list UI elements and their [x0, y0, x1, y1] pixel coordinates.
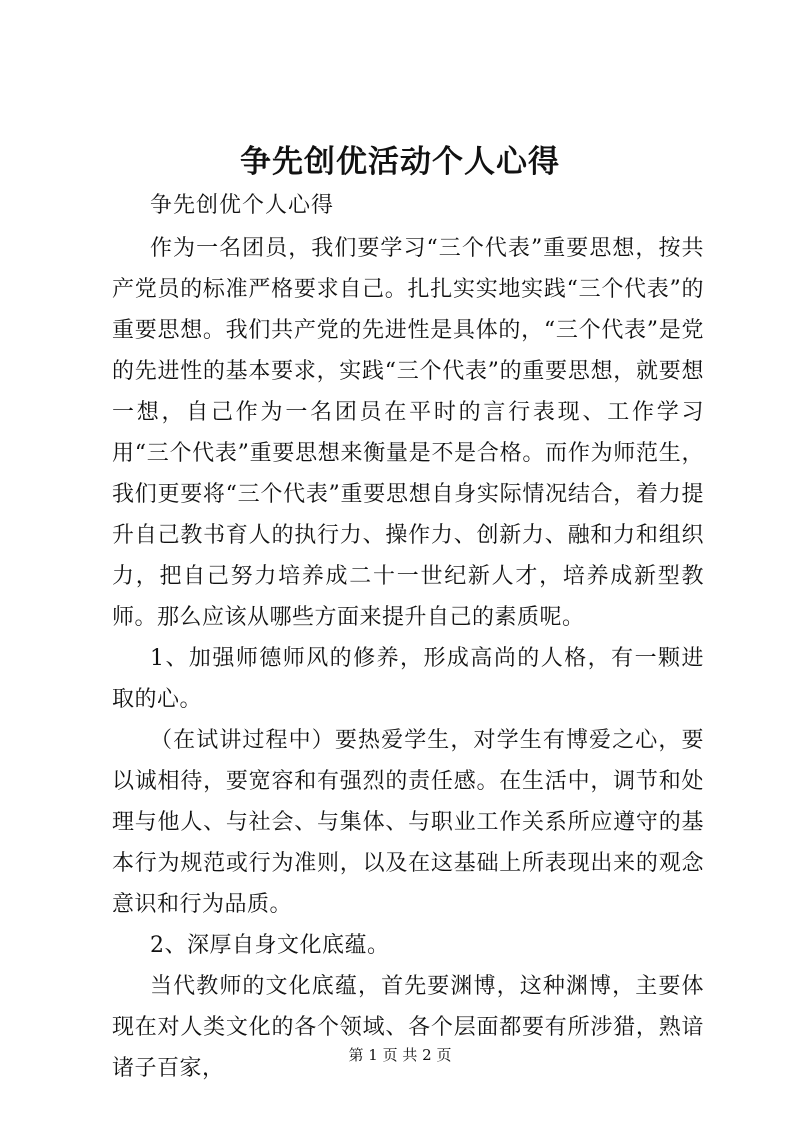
document-body — [112, 228, 704, 1089]
paragraph: 当代教师的文化底蕴，首先要渊博，这种渊博，主要体现在对人类文化的各个领域、各个层面都要有所涉猎，熟谙诸子百家， — [112, 974, 704, 1081]
document-title: 争先创优活动个人心得 — [240, 144, 560, 180]
paragraph: 1、加强师德师风的修养，形成高尚的人格，有一颗进取的心。 — [112, 646, 704, 712]
document-subtitle: 争先创优个人心得 — [150, 193, 335, 218]
paragraph: （在试讲过程中）要热爱学生，对学生有博爱之心，要以诚相待，要宽容和有强烈的责任感。在生活中，调节和处理与他人、与社会、与集体、与职业工作关系所应遵守的基本行为规范或行为准则，以及在这基础上所表现出来的观念意识和行为品质。 — [112, 728, 704, 917]
paragraph: 作为一名团员，我们要学习“三个代表”重要思想，按共产党员的标准严格要求自己。扎扎实实地实践“三个代表”的重要思想。我们共产党的先进性是具体的，“三个代表”是党的先进性的基本要求，实践“三个代表”的重要思想，就要想一想，自己作为一名团员在平时的言行表现、工作学习用“三个代表”重要思想来衡量是不是合格。而作为师范生，我们更要将“三个代表”重要思想自身实际情况结合，着力提升自己教书育人的执行力、操作力、创新力、融和力和组织力，把自己努力培养成二十一世纪新人才，培养成新型教师。那么应该从哪些方面来提升自己的素质呢。 — [112, 236, 704, 630]
paragraph: 2、深厚自身文化底蕴。 — [150, 933, 390, 958]
page-number-footer: 第 1 页 共 2 页 — [348, 1046, 452, 1064]
